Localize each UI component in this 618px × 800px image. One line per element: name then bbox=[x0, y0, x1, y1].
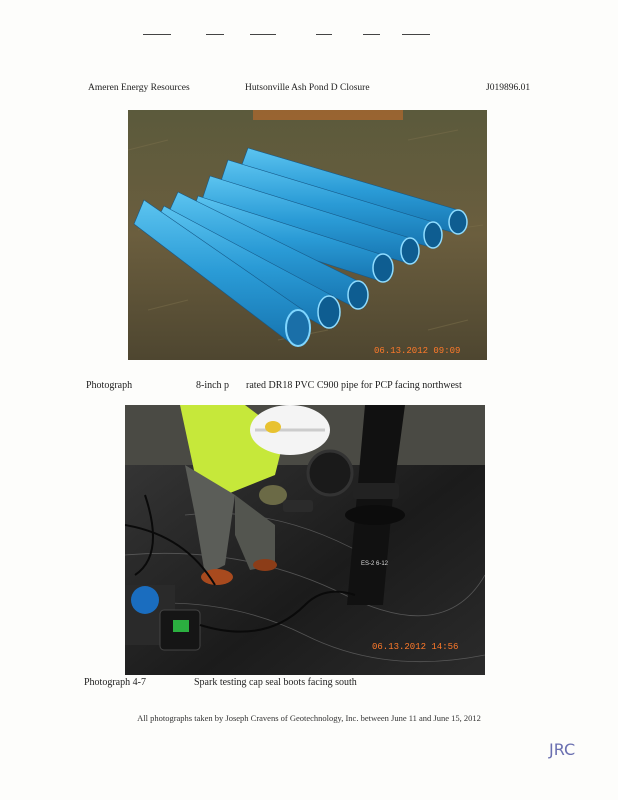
company-name: Ameren Energy Resources bbox=[88, 83, 190, 93]
header-rule-5 bbox=[363, 34, 380, 35]
job-number: J019896.01 bbox=[486, 83, 531, 93]
header-rule-4 bbox=[316, 34, 332, 35]
header-rule-1 bbox=[143, 34, 171, 35]
header-rule-3 bbox=[250, 34, 276, 35]
handwritten-initials: JRC bbox=[549, 740, 576, 759]
photo1-caption: rated DR18 PVC C900 pipe for PCP facing northwest bbox=[246, 380, 462, 391]
photo2-date-stamp: 06.13.2012 14:56 bbox=[372, 642, 459, 652]
svg-text:ES-2 6-12: ES-2 6-12 bbox=[361, 561, 389, 567]
project-name: Hutsonville Ash Pond D Closure bbox=[245, 83, 370, 93]
header-rule-2 bbox=[206, 34, 224, 35]
photo1-caption-mid: 8-inch p bbox=[196, 380, 230, 391]
header-rule-6 bbox=[402, 34, 430, 35]
photo-pvc-pipes bbox=[128, 110, 487, 360]
photo1-date-stamp: 06.13.2012 09:09 bbox=[374, 346, 461, 356]
photo2-caption-label: Photograph 4-7 bbox=[84, 677, 146, 688]
photo-spark-testing bbox=[125, 405, 485, 675]
photo2-caption: Spark testing cap seal boots facing south bbox=[194, 677, 357, 688]
photo-credit-note: All photographs taken by Joseph Cravens of Geotechnology, Inc. between June 11 and June 15, 2012 bbox=[137, 713, 481, 723]
photo1-caption-label: Photograph bbox=[86, 380, 133, 391]
